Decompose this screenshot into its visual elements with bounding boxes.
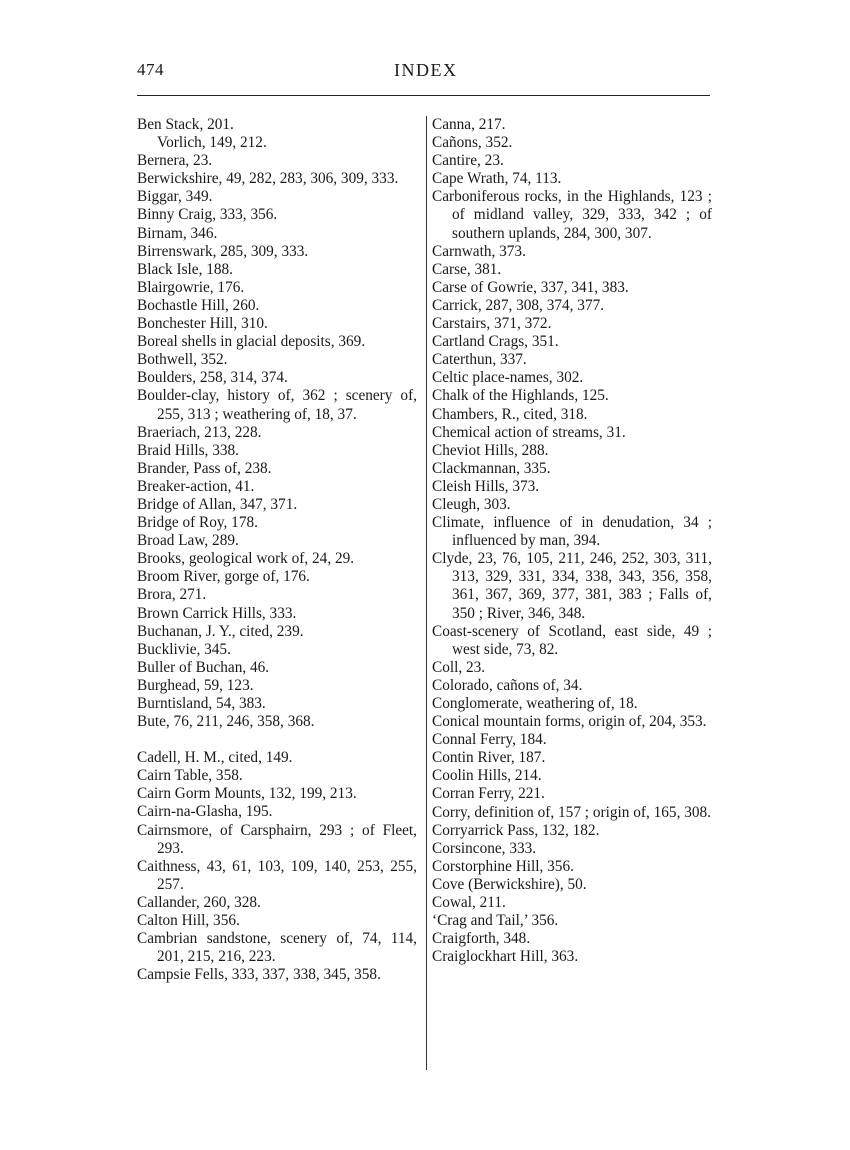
index-entry: Cairn Gorm Mounts, 132, 199, 213. bbox=[137, 785, 357, 803]
index-entry: Cartland Crags, 351. bbox=[432, 333, 559, 351]
index-entry: Boreal shells in glacial deposits, 369. bbox=[137, 333, 366, 351]
index-entry: Bridge of Roy, 178. bbox=[137, 514, 258, 532]
index-entry: Blairgowrie, 176. bbox=[137, 278, 245, 296]
index-entry: Braid Hills, 338. bbox=[137, 441, 239, 459]
index-entry: Callander, 260, 328. bbox=[137, 893, 261, 911]
index-entry: Braeriach, 213, 228. bbox=[137, 423, 262, 441]
index-entry: Bonchester Hill, 310. bbox=[137, 315, 268, 333]
column-divider bbox=[426, 116, 427, 1070]
index-entry: Carse of Gowrie, 337, 341, 383. bbox=[432, 278, 629, 296]
index-entry: Climate, influence of in denudation, 34 ; influenced by man, 394. bbox=[432, 514, 712, 550]
index-entry: Brander, Pass of, 238. bbox=[137, 459, 272, 477]
header-rule bbox=[137, 95, 710, 96]
index-entry: Brora, 271. bbox=[137, 586, 207, 604]
index-entry: Corstorphine Hill, 356. bbox=[432, 857, 574, 875]
page-number: 474 bbox=[137, 60, 164, 79]
index-entry: Carse, 381. bbox=[432, 260, 502, 278]
index-entry: Cadell, H. M., cited, 149. bbox=[137, 749, 293, 767]
index-entry: Colorado, cañons of, 34. bbox=[432, 676, 583, 694]
index-entry: Canna, 217. bbox=[432, 116, 506, 133]
index-entry: Caterthun, 337. bbox=[432, 351, 527, 369]
index-entry: Cheviot Hills, 288. bbox=[432, 441, 549, 459]
index-entry: Brown Carrick Hills, 333. bbox=[137, 604, 297, 622]
index-entry: Corsincone, 333. bbox=[432, 839, 537, 857]
index-entry: Bothwell, 352. bbox=[137, 351, 228, 369]
index-entry: Cantire, 23. bbox=[432, 152, 504, 170]
index-entry: Celtic place-names, 302. bbox=[432, 369, 584, 387]
index-entry: Chalk of the Highlands, 125. bbox=[432, 387, 609, 405]
index-entry: Carrick, 287, 308, 374, 377. bbox=[432, 296, 605, 314]
index-entry: Carnwath, 373. bbox=[432, 242, 526, 260]
index-entry: Cleish Hills, 373. bbox=[432, 477, 540, 495]
page-title: INDEX bbox=[394, 60, 458, 80]
index-entry: Corry, definition of, 157 ; origin of, 165, 308. bbox=[432, 803, 711, 821]
index-entry: Burntisland, 54, 383. bbox=[137, 695, 266, 712]
index-entry: Breaker-action, 41. bbox=[137, 477, 255, 495]
index-entry: Clyde, 23, 76, 105, 211, 246, 252, 303, 311, 313, 329, 331, 334, 338, 343, 356, 358, 361, 367, 369, 377, 381, 383 ; Falls of, 350 ; River, 346, 348. bbox=[432, 550, 712, 622]
index-entry: Black Isle, 188. bbox=[137, 260, 234, 278]
index-entry: Ben Stack, 201. bbox=[137, 116, 234, 133]
index-entry: ‘Crag and Tail,’ 356. bbox=[432, 912, 559, 930]
index-entry: Buller of Buchan, 46. bbox=[137, 658, 270, 676]
index-column-right bbox=[432, 116, 712, 966]
index-entry: Clackmannan, 335. bbox=[432, 459, 551, 477]
index-entry: Coolin Hills, 214. bbox=[432, 767, 542, 785]
index-entry: Coll, 23. bbox=[432, 658, 486, 676]
index-entry: Cleugh, 303. bbox=[432, 495, 511, 513]
index-entry: Cairn Table, 358. bbox=[137, 767, 243, 785]
index-entry: Cowal, 211. bbox=[432, 894, 506, 912]
index-entry: Chambers, R., cited, 318. bbox=[432, 405, 588, 423]
index-entry: Bernera, 23. bbox=[137, 152, 213, 170]
index-entry: Cairnsmore, of Carsphairn, 293 ; of Fleet, 293. bbox=[137, 821, 417, 857]
index-entry: Cairn-na-Glasha, 195. bbox=[137, 803, 273, 821]
index-entry: Caithness, 43, 61, 103, 109, 140, 253, 255, 257. bbox=[137, 857, 417, 893]
index-entry: Bochastle Hill, 260. bbox=[137, 296, 260, 314]
index-entry: Coast-scenery of Scotland, east side, 49 ; west side, 73, 82. bbox=[432, 622, 712, 658]
index-entry: Craigforth, 348. bbox=[432, 930, 531, 948]
index-entry: Conical mountain forms, origin of, 204, 353. bbox=[432, 713, 707, 731]
index-entry: Connal Ferry, 184. bbox=[432, 731, 547, 749]
index-entry: Corran Ferry, 221. bbox=[432, 785, 545, 803]
index-entry: Boulders, 258, 314, 374. bbox=[137, 369, 288, 387]
index-entry: Chemical action of streams, 31. bbox=[432, 423, 626, 441]
index-entry: Broom River, gorge of, 176. bbox=[137, 568, 310, 586]
index-entry: Corryarrick Pass, 132, 182. bbox=[432, 821, 600, 839]
index-entry: Cañons, 352. bbox=[432, 134, 513, 152]
index-entry: Calton Hill, 356. bbox=[137, 912, 240, 930]
index-entry: Bridge of Allan, 347, 371. bbox=[137, 495, 298, 513]
index-entry: Berwickshire, 49, 282, 283, 306, 309, 333. bbox=[137, 170, 399, 188]
index-entry: Birnam, 346. bbox=[137, 224, 218, 242]
index-entry: Cambrian sandstone, scenery of, 74, 114, 201, 215, 216, 223. bbox=[137, 930, 417, 966]
index-entry: Broad Law, 289. bbox=[137, 532, 239, 550]
index-entry: Biggar, 349. bbox=[137, 188, 213, 206]
index-subentry: Vorlich, 149, 212. bbox=[157, 134, 267, 152]
index-entry: Conglomerate, weathering of, 18. bbox=[432, 695, 638, 712]
index-entry: Cove (Berwickshire), 50. bbox=[432, 875, 587, 893]
index-entry: Brooks, geological work of, 24, 29. bbox=[137, 550, 355, 568]
index-entry: Cape Wrath, 74, 113. bbox=[432, 170, 562, 188]
index-entry: Craiglockhart Hill, 363. bbox=[432, 948, 579, 966]
index-entry: Bucklivie, 345. bbox=[137, 640, 231, 658]
index-entry: Carboniferous rocks, in the Highlands, 123 ; of midland valley, 329, 333, 342 ; of southern uplands, 284, 300, 307. bbox=[432, 188, 712, 242]
index-column-left bbox=[137, 116, 417, 984]
index-entry: Campsie Fells, 333, 337, 338, 345, 358. bbox=[137, 966, 381, 984]
index-entry: Buchanan, J. Y., cited, 239. bbox=[137, 622, 304, 640]
index-entry: Carstairs, 371, 372. bbox=[432, 315, 552, 333]
index-entry: Binny Craig, 333, 356. bbox=[137, 206, 278, 224]
index-entry: Bute, 76, 211, 246, 358, 368. bbox=[137, 713, 315, 731]
index-entry: Burghead, 59, 123. bbox=[137, 676, 254, 694]
index-entry: Birrenswark, 285, 309, 333. bbox=[137, 242, 309, 260]
index-entry: Boulder-clay, history of, 362 ; scenery of, 255, 313 ; weathering of, 18, 37. bbox=[137, 387, 417, 423]
index-entry: Contin River, 187. bbox=[432, 749, 546, 767]
